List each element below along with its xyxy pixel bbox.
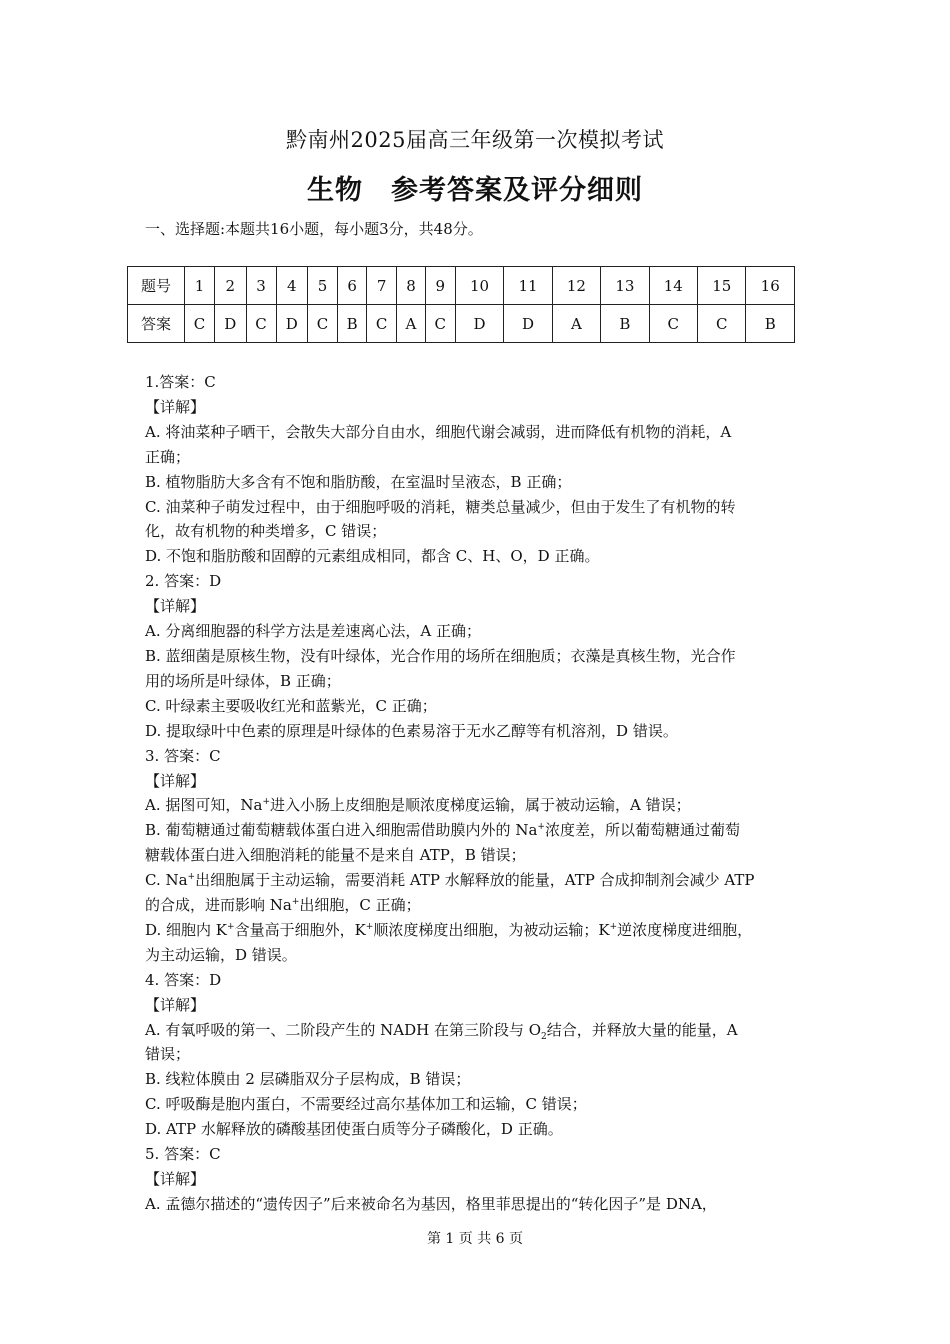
question-number-cell: 5 <box>308 267 338 305</box>
answer-cell: C <box>308 305 338 343</box>
explanation-line: D. ATP 水解释放的磷酸基团使蛋白质等分子磷酸化，D 正确。 <box>145 1120 563 1139</box>
question-number-cell: 6 <box>338 267 367 305</box>
page-footer: 第 1 页 共 6 页 <box>426 1231 524 1247</box>
answer-cell: C <box>367 305 397 343</box>
explanation-line: C. 油菜种子萌发过程中，由于细胞呼吸的消耗，糖类总量减少，但由于发生了有机物的转 <box>145 497 736 516</box>
answer-cell: A <box>552 305 600 343</box>
explanation-line: C. 呼吸酶是胞内蛋白，不需要经过高尔基体加工和运输，C 错误； <box>145 1095 587 1114</box>
question-number-cell: 9 <box>425 267 455 305</box>
answer-line: 1.答案：C <box>145 373 216 391</box>
explanation-line: 化，故有机物的种类增多，C 错误； <box>145 522 387 541</box>
answer-cell: C <box>698 305 746 343</box>
question-number-cell: 11 <box>504 267 552 305</box>
explanation-line: B. 葡萄糖通过葡萄糖载体蛋白进入细胞需借助膜内外的 Na+浓度差，所以葡萄糖通过葡萄 <box>145 821 740 840</box>
question-number-cell: 7 <box>367 267 397 305</box>
answer-row <box>128 305 795 343</box>
question-number-row <box>128 267 795 305</box>
answer-explanations <box>145 370 805 1217</box>
question-number-cell: 1 <box>185 267 215 305</box>
explanation-line: B. 蓝细菌是原核生物，没有叶绿体，光合作用的场所在细胞质；衣藻是真核生物，光合作 <box>145 646 736 665</box>
section-heading: 一、选择题:本题共16小题，每小题3分，共48分。 <box>145 220 483 238</box>
detail-heading: 【详解】 <box>145 1170 206 1188</box>
document-title: 黔南州2025届高三年级第一次模拟考试 <box>286 128 664 152</box>
detail-heading: 【详解】 <box>145 397 206 416</box>
subtitle-label: 参考答案及评分细则 <box>391 175 643 206</box>
explanation-line: 正确； <box>145 447 191 466</box>
answer-cell: C <box>246 305 276 343</box>
question-number-cell: 12 <box>552 267 600 305</box>
question-number-cell: 14 <box>649 267 697 305</box>
answer-cell: D <box>455 305 503 343</box>
answer-cell: D <box>276 305 307 343</box>
explanation-line: A. 将油菜种子晒干，会散失大部分自由水，细胞代谢会减弱，进而降低有机物的消耗，A <box>145 422 732 441</box>
answer-line: 5. 答案：C <box>145 1145 221 1164</box>
explanation-line: 为主动运输，D 错误。 <box>145 945 297 964</box>
explanation-line: A. 有氧呼吸的第一、二阶段产生的 NADH 在第三阶段与 $O_2$结合，并释放大量的能量，A <box>145 1020 738 1042</box>
question-number-cell: 10 <box>455 267 503 305</box>
answer-cell: D <box>504 305 552 343</box>
answer-table <box>127 266 795 343</box>
question-number-cell: 16 <box>746 267 795 305</box>
answer-cell: C <box>649 305 697 343</box>
explanation-line: A. 分离细胞器的科学方法是差速离心法，A 正确； <box>145 622 481 641</box>
detail-heading: 【详解】 <box>145 995 206 1014</box>
answer-cell: B <box>338 305 367 343</box>
detail-heading: 【详解】 <box>145 771 206 790</box>
row-label-answer: 答案 <box>128 305 185 343</box>
question-number-cell: 4 <box>276 267 307 305</box>
detail-heading: 【详解】 <box>145 597 206 616</box>
explanation-line: 的合成，进而影响 Na+出细胞，C 正确； <box>145 896 421 915</box>
answer-cell: C <box>425 305 455 343</box>
answer-cell: C <box>185 305 215 343</box>
answer-cell: B <box>746 305 795 343</box>
explanation-line: B. 植物脂肪大多含有不饱和脂肪酸，在室温时呈液态，B 正确； <box>145 472 572 491</box>
explanation-line: D. 不饱和脂肪酸和固醇的元素组成相同，都含 C、H、O，D 正确。 <box>145 547 600 566</box>
question-number-cell: 15 <box>698 267 746 305</box>
question-number-cell: 8 <box>397 267 426 305</box>
explanation-line: 用的场所是叶绿体，B 正确； <box>145 671 341 690</box>
answer-cell: A <box>397 305 426 343</box>
answer-cell: D <box>215 305 246 343</box>
answer-line: 2. 答案：D <box>145 572 222 591</box>
question-number-cell: 13 <box>601 267 649 305</box>
explanation-line: 错误； <box>145 1045 191 1064</box>
explanation-line: D. 提取绿叶中色素的原理是叶绿体的色素易溶于无水乙醇等有机溶剂，D 错误。 <box>145 721 678 740</box>
question-number-cell: 3 <box>246 267 276 305</box>
row-label-number: 题号 <box>128 267 185 305</box>
subject-label: 生物 <box>307 175 363 206</box>
explanation-line: A. 孟德尔描述的“遗传因子”后来被命名为基因，格里菲思提出的“转化因子”是 DNA， <box>145 1194 717 1213</box>
explanation-line: A. 据图可知，Na+进入小肠上皮细胞是顺浓度梯度运输，属于被动运输，A 错误； <box>145 796 691 815</box>
explanation-line: B. 线粒体膜由 2 层磷脂双分子层构成，B 错误； <box>145 1070 471 1089</box>
explanation-line: C. Na+出细胞属于主动运输，需要消耗 ATP 水解释放的能量，ATP 合成抑制剂会减少 ATP <box>145 871 755 890</box>
explanation-line: D. 细胞内 K+含量高于细胞外，K+顺浓度梯度出细胞，为被动运输；K+逆浓度梯度进细胞， <box>145 920 753 939</box>
answer-line: 3. 答案：C <box>145 746 221 765</box>
answer-cell: B <box>601 305 649 343</box>
explanation-line: C. 叶绿素主要吸收红光和蓝紫光，C 正确； <box>145 696 437 715</box>
document-subtitle <box>0 168 950 207</box>
question-number-cell: 2 <box>215 267 246 305</box>
explanation-line: 糖载体蛋白进入细胞消耗的能量不是来自 ATP，B 错误； <box>145 846 526 865</box>
answer-line: 4. 答案：D <box>145 970 222 989</box>
